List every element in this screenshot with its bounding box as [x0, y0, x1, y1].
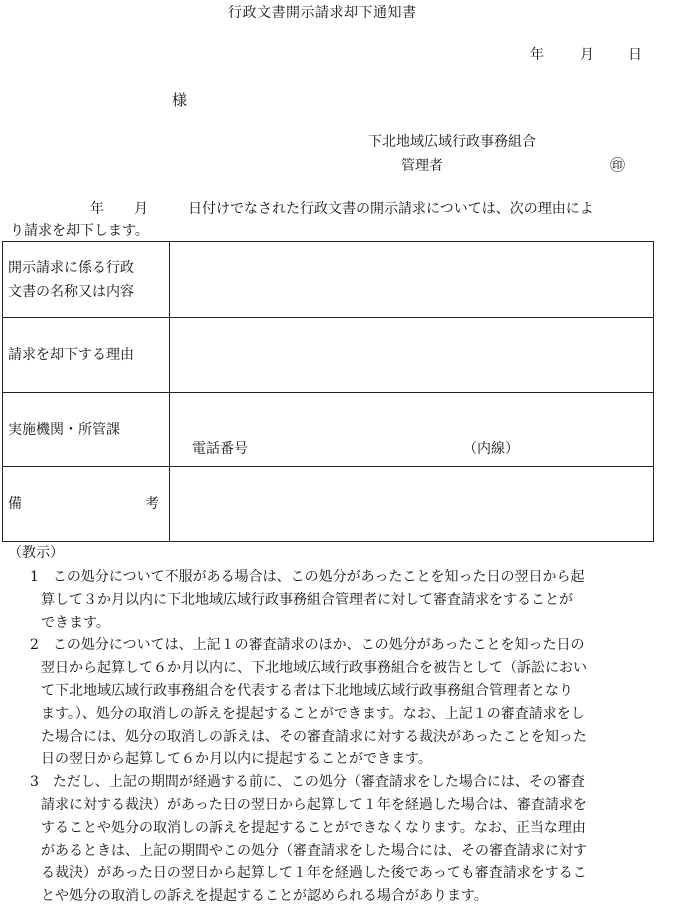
- notice-item-2: [10, 634, 672, 771]
- intro-paragraph: [10, 198, 666, 242]
- date-month-label: 月: [580, 47, 594, 63]
- table-row-reason: [3, 318, 654, 393]
- document-name-label-line-1: 開示請求に係る行政: [8, 259, 134, 276]
- notice-item-1-line-2: 算して３か月以内に下北地域広域行政事務組合管理者に対して審査請求をすることが: [41, 591, 573, 608]
- issuer-organization: 下北地域広域行政事務組合: [368, 134, 536, 150]
- remarks-label: [8, 492, 169, 516]
- notice-item-3: [10, 771, 672, 908]
- document-title: 行政文書開示請求却下通知書: [228, 5, 417, 21]
- notice-item-2-line-5: た場合には、処分の取消しの訴えは、その審査請求に対する裁決があったことを知った: [41, 728, 587, 745]
- department-label-cell: [3, 393, 170, 467]
- intro-line-1: [10, 198, 666, 220]
- notice-item-3-line-5: る裁決）があった日の翌日から起算して１年を経過した後であっても審査請求をするこ: [41, 865, 587, 882]
- reason-label: 請求を却下する理由: [8, 347, 134, 363]
- intro-year-label: 年: [90, 201, 104, 217]
- notice-item-2-line-1: 2 この処分については、上記１の審査請求のほか、この処分があったことを知った日の: [30, 637, 585, 654]
- department-label: 実施機関・所管課: [8, 421, 120, 438]
- notice-item-1-line-3: できます。: [41, 614, 110, 631]
- reason-value-cell: [170, 318, 654, 393]
- notice-item-3-line-6: とや処分の取消しの訴えを提起することが認められる場合があります。: [41, 888, 488, 905]
- notice-item-2-line-6: 日の翌日から起算して６か月以内に提起することができます。: [41, 751, 432, 768]
- notice-item-3-line-1: 3 ただし、上記の期間が経過する前に、この処分（審査請求をした場合には、その審査: [30, 774, 585, 791]
- notice-item-3-line-3: することや処分の取消しの訴えを提起することができなくなります。なお、正当な理由: [41, 819, 586, 836]
- table-row-department: [3, 393, 654, 467]
- department-value-cell: [170, 393, 654, 467]
- notice-item-2-line-3: て下北地域広域行政事務組合を代表する者は下北地域広域行政事務組合管理者となり: [41, 682, 573, 699]
- remarks-label-cell: [3, 467, 170, 542]
- notice-item-1: [10, 566, 672, 634]
- notice-item-1-line-1: 1 この処分について不服がある場合は、この処分があったことを知った日の翌日から起: [30, 569, 585, 585]
- issuer-title: 管理者: [401, 158, 443, 174]
- notice-item-2-line-4: ます。）、処分の取消しの訴えを提起することができます。なお、上記１の審査請求をし: [41, 705, 585, 722]
- document-name-value-cell: [170, 242, 654, 318]
- notice-item-3-line-4: があるときは、上記の期間やこの処分（審査請求をした場合には、その審査請求に対す: [41, 842, 587, 859]
- date-year-label: 年: [530, 47, 544, 63]
- notice-items: [10, 566, 672, 908]
- remarks-label-char-1: 備: [8, 496, 22, 512]
- remarks-value-cell: [170, 467, 654, 542]
- date-day-label: 日: [628, 47, 642, 63]
- notice-item-2-line-2: 翌日から起算して６か月以内に、下北地域広域行政事務組合を被告として（訴訟におい: [41, 660, 587, 677]
- phone-number-label: 電話番号: [192, 441, 248, 457]
- intro-line1-text: 日付けでなされた行政文書の開示請求については、次の理由によ: [188, 201, 594, 217]
- table-row-document: [3, 242, 654, 318]
- intro-month-label: 月: [134, 201, 148, 217]
- table-row-remarks: [3, 467, 654, 542]
- document-name-label-line-2: 文書の名称又は内容: [8, 283, 134, 300]
- addressee-suffix: 様: [172, 91, 188, 109]
- seal-mark: ㊞: [610, 156, 626, 174]
- intro-line-2: り請求を却下します。: [10, 223, 149, 239]
- notice-heading: （教示）: [8, 545, 64, 561]
- document-name-label-cell: [3, 242, 170, 318]
- notice-item-3-line-2: 請求に対する裁決）があった日の翌日から起算して１年を経過した場合は、審査請求を: [41, 796, 587, 813]
- reason-label-cell: [3, 318, 170, 393]
- notice-form-table: [2, 241, 654, 542]
- extension-label: （内線）: [463, 441, 519, 457]
- remarks-label-char-2: 考: [145, 496, 159, 512]
